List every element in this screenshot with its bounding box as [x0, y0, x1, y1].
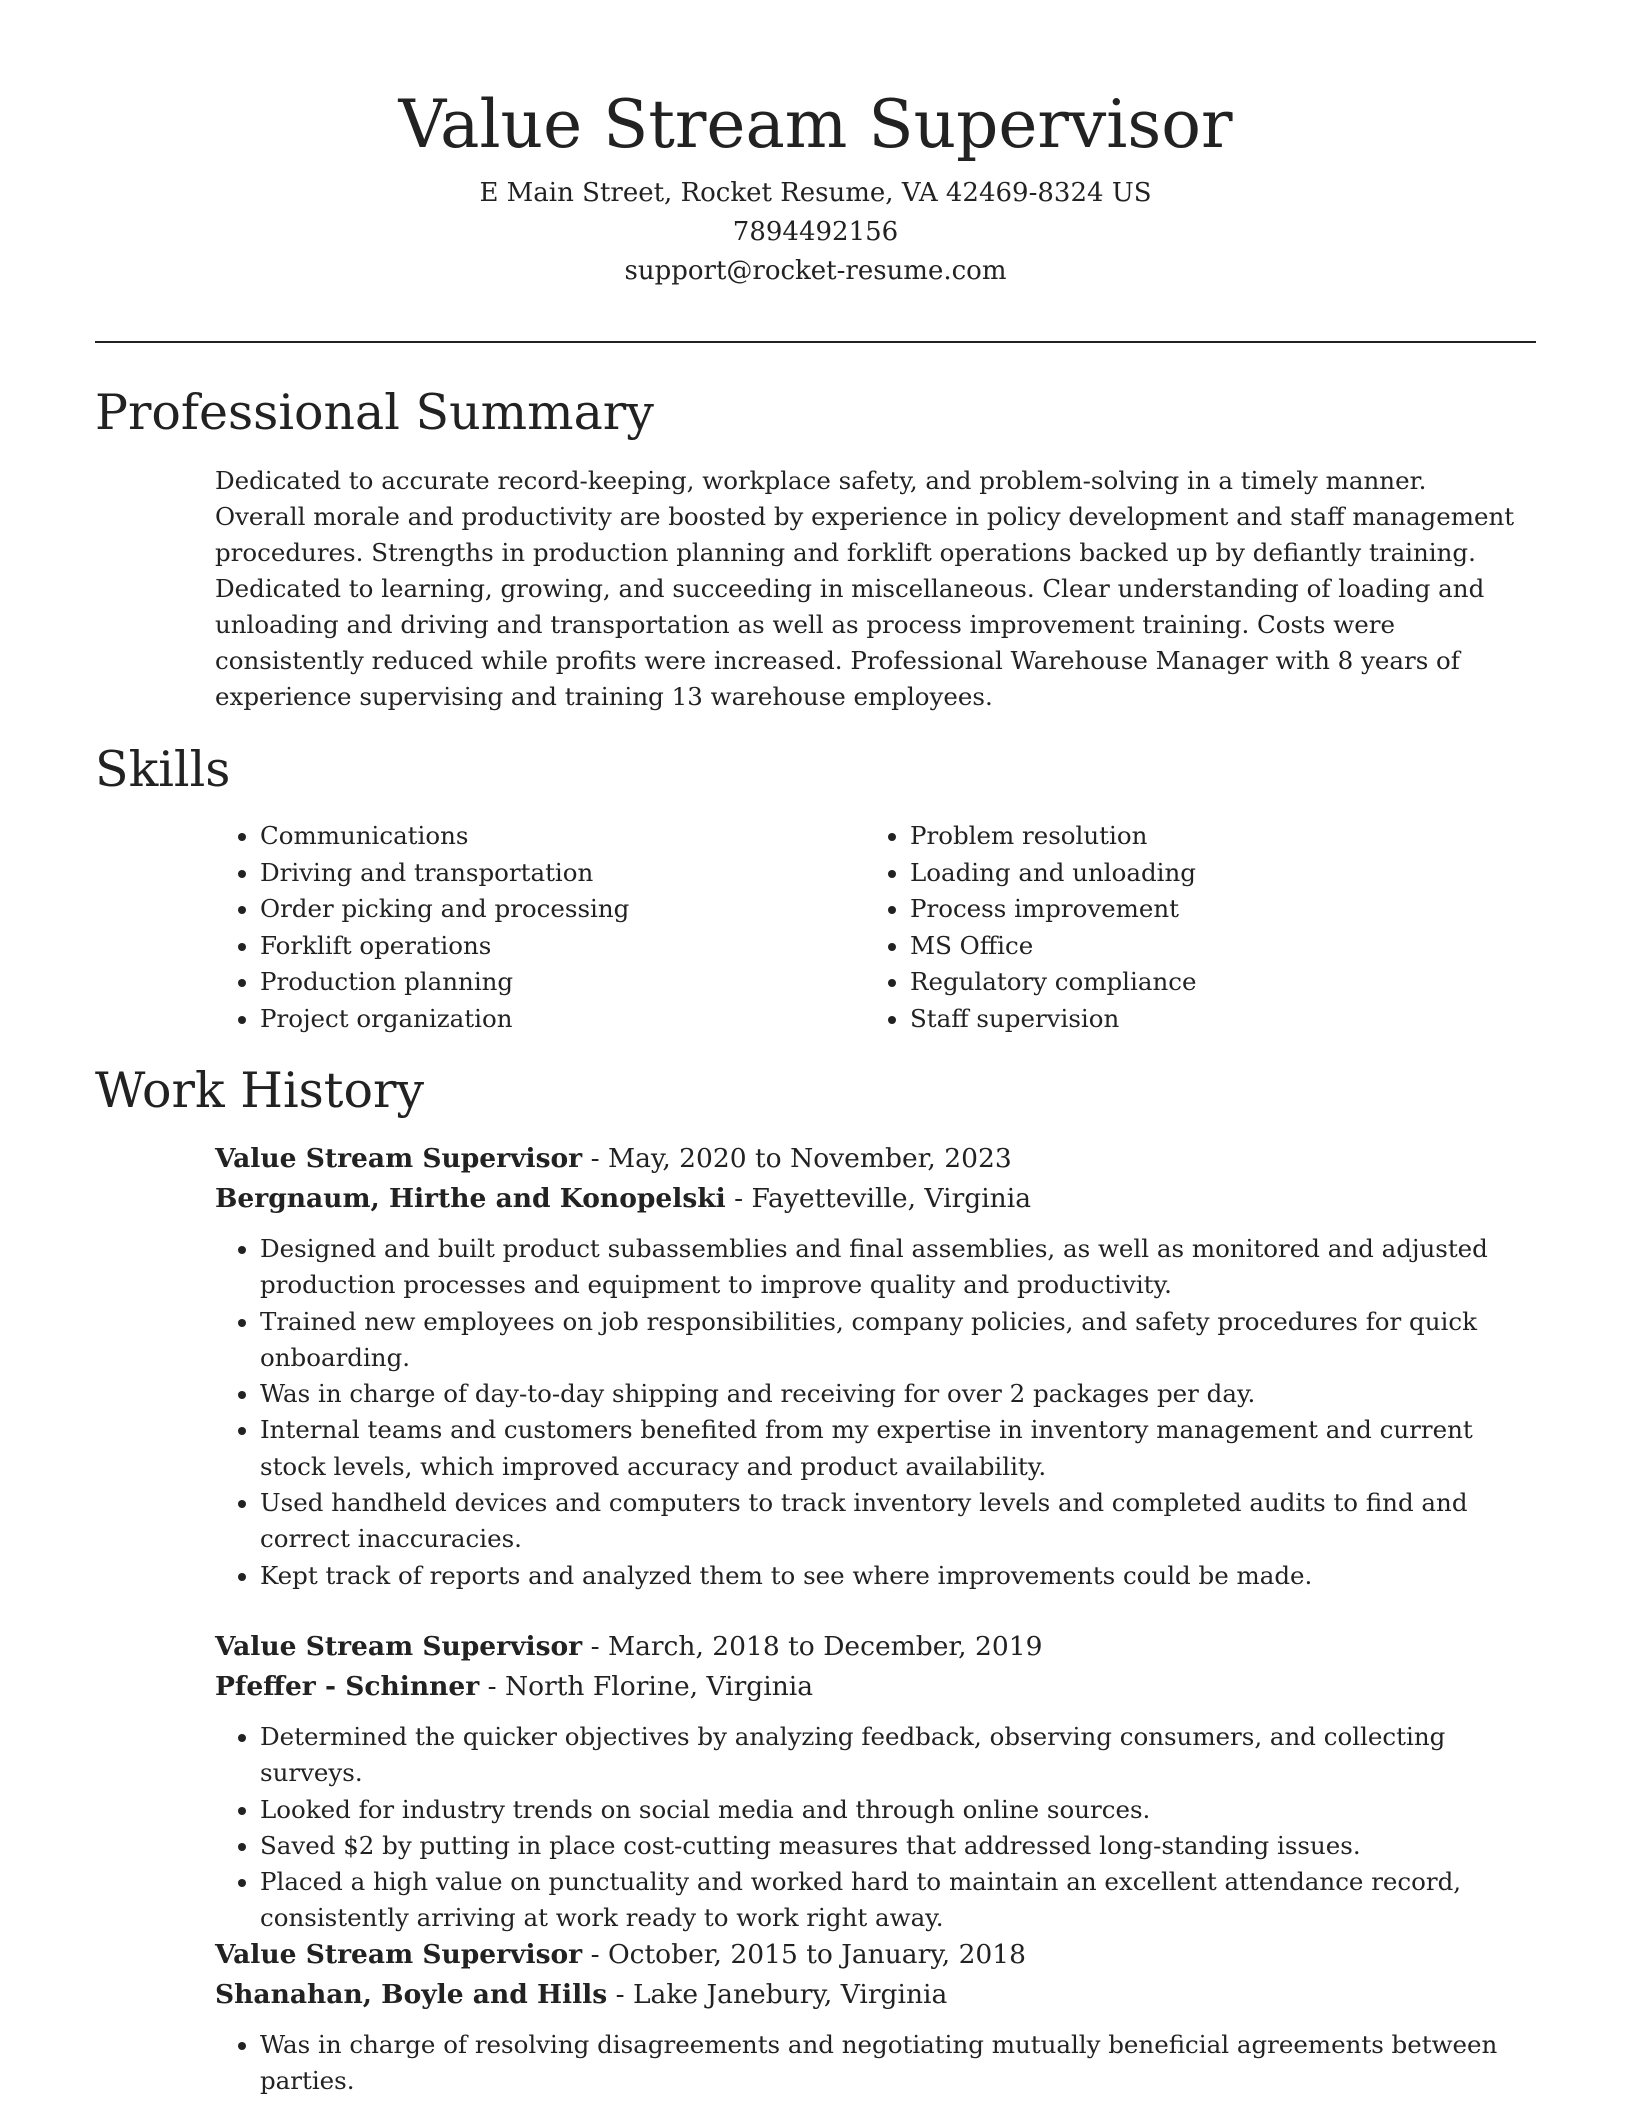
summary-text: Dedicated to accurate record-keeping, workplace safety, and problem-solving in a timely manner. Overall morale and productivity are boosted by experience in policy development and staff management procedures. Strengths in production planning and forklift operations backed up by defiantly training. Dedicated to learning, growing, and succeeding in miscellaneous. Clear understanding of loading and unloading and driving and transportation as well as process improvement training. Costs were consistently reduced while profits were increased. Professional Warehouse Manager with 8 years of experience supervising and training 13 warehouse employees. [215, 466, 1515, 711]
job-company: Bergnaum, Hirthe and Konopelski [215, 1183, 726, 1214]
contact-email: support@rocket-resume.com [624, 256, 1007, 286]
skill-item: • MS Office [910, 928, 1515, 965]
skills-heading: Skills [95, 741, 231, 798]
resume-header [95, 80, 1536, 291]
skills-column-right [865, 818, 1515, 1037]
job-entry [215, 1627, 1515, 1937]
job-company-line [215, 1179, 1515, 1219]
work-history-heading: Work History [95, 1062, 425, 1119]
skill-item: • Order picking and processing [260, 891, 865, 928]
job-location: - North Florine, Virginia [479, 1671, 814, 1702]
job-bullet: • Internal teams and customers benefited from my expertise in inventory management and current stock levels, which improved accuracy and product availability. [260, 1412, 1515, 1485]
job-bullet: • Saved $2 by putting in place cost-cutting measures that addressed long-standing issues. [260, 1828, 1515, 1864]
skill-item: • Project organization [260, 1001, 865, 1038]
job-dates: - May, 2020 to November, 2023 [582, 1143, 1012, 1174]
contact-phone: 7894492156 [732, 217, 899, 247]
job-title-line [215, 1139, 1515, 1179]
job-entry [215, 1935, 1515, 2100]
job-bullet: • Used handheld devices and computers to track inventory levels and completed audits to find and correct inaccuracies. [260, 1485, 1515, 1558]
job-location: - Lake Janebury, Virginia [607, 1979, 948, 2010]
skill-item: • Forklift operations [260, 928, 865, 965]
job-bullet: • Designed and built product subassemblies and final assemblies, as well as monitored and adjusted production processes and equipment to improve quality and productivity. [260, 1231, 1515, 1304]
job-bullets [215, 1719, 1515, 1937]
job-bullet: • Looked for industry trends on social media and through online sources. [260, 1792, 1515, 1828]
skill-item: • Process improvement [910, 891, 1515, 928]
job-title-line [215, 1627, 1515, 1667]
job-dates: - October, 2015 to January, 2018 [582, 1939, 1027, 1970]
skill-item: • Driving and transportation [260, 855, 865, 892]
job-bullet: • Trained new employees on job responsibilities, company policies, and safety procedures for quick onboarding. [260, 1304, 1515, 1377]
skill-item: • Staff supervision [910, 1001, 1515, 1038]
job-company: Shanahan, Boyle and Hills [215, 1979, 608, 2010]
contact-address: E Main Street, Rocket Resume, VA 42469-8324 US [479, 178, 1152, 208]
skill-item: • Problem resolution [910, 818, 1515, 855]
job-company-line [215, 1667, 1515, 1707]
job-company: Pfeffer - Schinner [215, 1671, 480, 1702]
skill-item: • Production planning [260, 964, 865, 1001]
job-company-line [215, 1975, 1515, 2015]
skills-list [215, 818, 1515, 1037]
job-dates: - March, 2018 to December, 2019 [582, 1631, 1043, 1662]
job-bullet: • Placed a high value on punctuality and worked hard to maintain an excellent attendance record, consistently arriving at work ready to work right away. [260, 1864, 1515, 1937]
job-bullet: • Was in charge of day-to-day shipping and receiving for over 2 packages per day. [260, 1376, 1515, 1412]
candidate-name: Value Stream Supervisor [398, 86, 1233, 163]
summary-heading: Professional Summary [95, 384, 654, 441]
skill-item: • Regulatory compliance [910, 964, 1515, 1001]
job-bullet: • Determined the quicker objectives by analyzing feedback, observing consumers, and collecting surveys. [260, 1719, 1515, 1792]
job-title-line [215, 1935, 1515, 1975]
job-bullets [215, 1231, 1515, 1594]
header-divider [95, 341, 1536, 343]
job-title: Value Stream Supervisor [215, 1143, 583, 1174]
job-location: - Fayetteville, Virginia [725, 1183, 1032, 1214]
skill-item: • Loading and unloading [910, 855, 1515, 892]
job-entry [215, 1139, 1515, 1594]
skill-item: • Communications [260, 818, 865, 855]
job-bullets [215, 2027, 1515, 2100]
skills-column-left [215, 818, 865, 1037]
job-bullet: • Was in charge of resolving disagreements and negotiating mutually beneficial agreements between parties. [260, 2027, 1515, 2100]
job-bullet: • Kept track of reports and analyzed them to see where improvements could be made. [260, 1558, 1515, 1594]
job-title: Value Stream Supervisor [215, 1939, 583, 1970]
job-title: Value Stream Supervisor [215, 1631, 583, 1662]
